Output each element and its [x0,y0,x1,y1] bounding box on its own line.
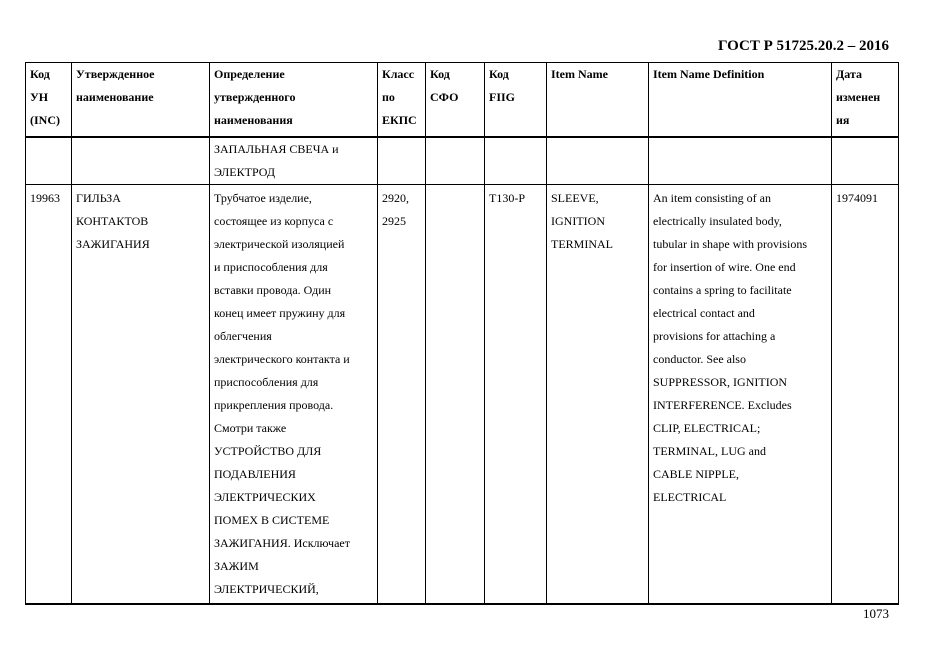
cell-text-line: SLEEVE, [551,191,599,205]
cell-text-line: ЭЛЕКТРОД [214,165,276,179]
cell-text-line: 2925 [382,214,406,228]
cell-text-line: наименование [76,90,154,104]
cell-text-line: contains a spring to facilitate [653,283,792,297]
cell-text-line: по [382,90,395,104]
header-sfo-code [426,63,485,138]
cell-text-line: ПОДАВЛЕНИЯ [214,467,296,481]
cell-item-name-definition [649,137,832,185]
cell-inc-code [26,185,72,605]
cell-text-line: ELECTRICAL [653,490,727,504]
cell-text-line: ЭЛЕКТРИЧЕСКИЙ, [214,582,319,596]
cell-ekps-class [378,137,426,185]
header-item-name-definition [649,63,832,138]
table-row [26,185,899,605]
cell-text-line: SUPPRESSOR, IGNITION [653,375,788,389]
cell-text-line: КОНТАКТОВ [76,214,149,228]
cell-text-line: приспособления для [214,375,319,389]
cell-text-line: for insertion of wire. One end [653,260,796,274]
cell-change-date [832,137,899,185]
header-ekps-class [378,63,426,138]
cell-change-date [832,185,899,605]
cell-text-line: ЕКПС [382,113,417,127]
cell-approved-name [72,137,210,185]
cell-text-line: наименования [214,113,293,127]
table-header-row [26,63,899,138]
cell-approved-name [72,185,210,605]
cell-text-line: и приспособления для [214,260,328,274]
cell-text-line: IGNITION [551,214,605,228]
cell-item-name [547,137,649,185]
cell-name-definition [210,185,378,605]
cell-text-line: INTERFERENCE. Excludes [653,398,792,412]
cell-fiig-code [485,185,547,605]
cell-text-line: TERMINAL [551,237,613,251]
cell-text-line: Определение [214,67,285,81]
cell-text-line: вставки провода. Один [214,283,332,297]
cell-text-line: состоящее из корпуса с [214,214,334,228]
cell-text-line: provisions for attaching a [653,329,776,343]
cell-text-line: ЗАПАЛЬНАЯ СВЕЧА и [214,142,339,156]
cell-text-line: Item Name Definition [653,67,765,81]
cell-text-line: FIIG [489,90,516,104]
cell-text-line: Трубчатое изделие, [214,191,312,205]
cell-text-line: (INC) [30,113,60,127]
cell-text-line: ПОМЕХ В СИСТЕМЕ [214,513,330,527]
table-body [26,63,899,605]
cell-text-line: ГИЛЬЗА [76,191,121,205]
cell-text-line: ЗАЖИГАНИЯ. Исключает [214,536,350,550]
cell-text-line: облегчения [214,329,272,343]
cell-name-definition [210,137,378,185]
cell-text-line: конец имеет пружину для [214,306,346,320]
document-standard-number: ГОСТ Р 51725.20.2 – 2016 [717,38,889,54]
cell-sfo-code [426,137,485,185]
header-item-name [547,63,649,138]
cell-text-line: Дата [836,67,862,81]
cell-text-line: УСТРОЙСТВО ДЛЯ [214,444,322,458]
cell-text-line: Смотри также [214,421,287,435]
nomenclature-table [25,62,899,605]
cell-text-line: ЗАЖИМ [214,559,259,573]
header-name-definition [210,63,378,138]
cell-text-line: Item Name [551,67,608,81]
cell-text-line: изменен [836,90,881,104]
cell-text-line: электрического контакта и [214,352,350,366]
page-number: 1073 [863,606,889,621]
cell-text-line: СФО [430,90,459,104]
cell-text-line: электрической изоляцией [214,237,345,251]
header-change-date [832,63,899,138]
cell-text-line: утвержденного [214,90,296,104]
cell-fiig-code [485,137,547,185]
cell-text-line: 2920, [382,191,409,205]
cell-text-line: прикрепления провода. [214,398,334,412]
header-fiig-code [485,63,547,138]
cell-text-line: УН [30,90,49,104]
cell-text-line: 19963 [30,191,60,205]
cell-text-line: ЭЛЕКТРИЧЕСКИХ [214,490,316,504]
cell-text-line: T130-P [489,191,525,205]
cell-text-line: Код [489,67,509,81]
cell-text-line: Код [430,67,450,81]
cell-text-line: tubular in shape with provisions [653,237,807,251]
cell-inc-code [26,137,72,185]
header-inc-code [26,63,72,138]
table-row [26,137,899,185]
cell-text-line: Утвержденное [76,67,155,81]
cell-text-line: Код [30,67,50,81]
cell-text-line: 1974091 [836,191,878,205]
cell-text-line: Класс [382,67,415,81]
cell-item-name [547,185,649,605]
cell-text-line: CABLE NIPPLE, [653,467,740,481]
cell-item-name-definition [649,185,832,605]
cell-text-line: ия [836,113,850,127]
cell-ekps-class [378,185,426,605]
cell-text-line: electrically insulated body, [653,214,782,228]
cell-text-line: electrical contact and [653,306,755,320]
header-approved-name [72,63,210,138]
cell-sfo-code [426,185,485,605]
cell-text-line: TERMINAL, LUG and [653,444,766,458]
cell-text-line: conductor. See also [653,352,746,366]
cell-text-line: CLIP, ELECTRICAL; [653,421,761,435]
cell-text-line: An item consisting of an [653,191,771,205]
cell-text-line: ЗАЖИГАНИЯ [76,237,150,251]
